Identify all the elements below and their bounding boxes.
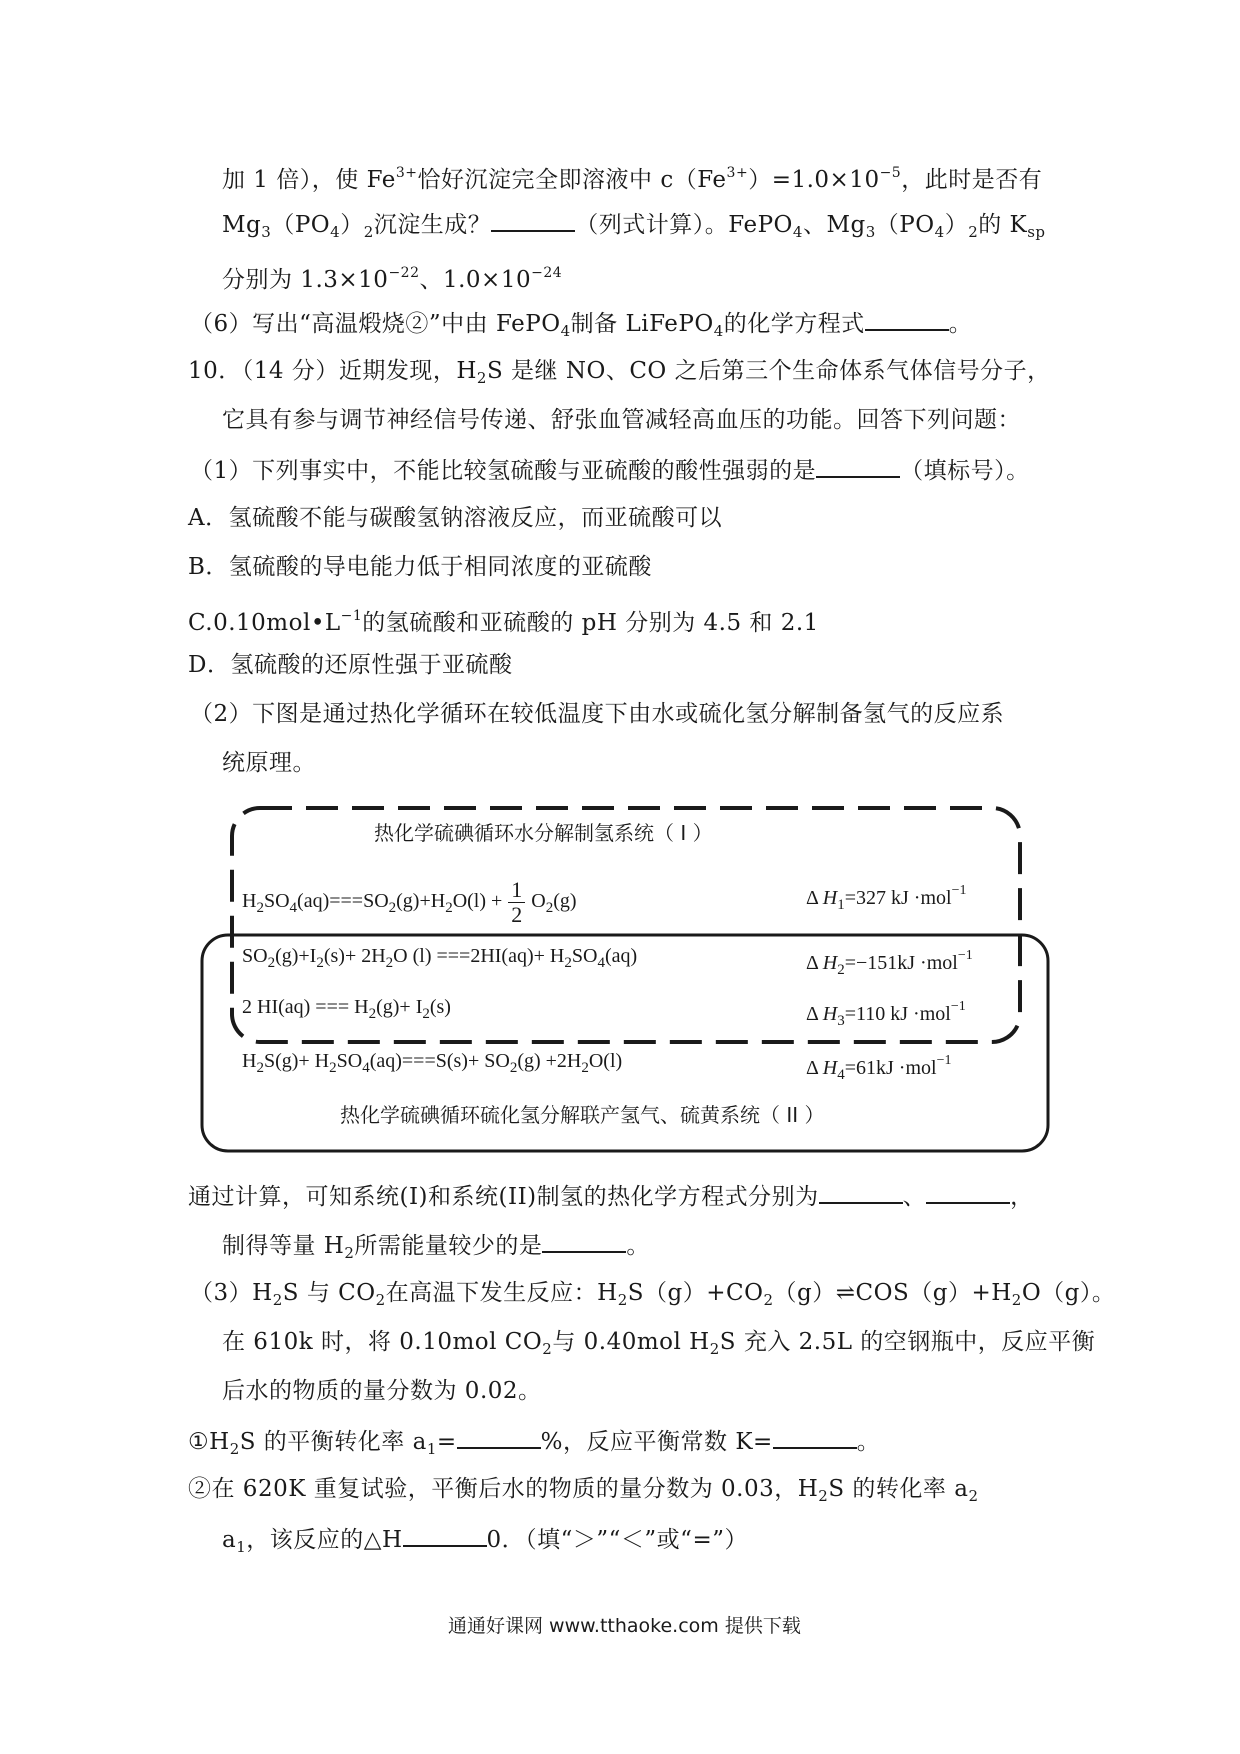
fraction-one-half: $\frac{1}{2}$ [508,878,525,927]
q10-part-1: （1）下列事实中，不能比较氢硫酸与亚硫酸的酸性强弱的是 （填标号）。 [190,454,1030,486]
q9-part-6: （6）写出“高温煅烧②”中由 FePO$_4$制备 LiFePO$_4$的化学方程式 。 [190,307,972,346]
option-a: A．氢硫酸不能与碳酸氢钠溶液反应，而亚硫酸可以 [188,505,723,531]
enthalpy-2: Δ $H_2=-151kJ \cdot mol^{-1}$ [806,948,973,978]
q10-part-3-line-3: 后水的物质的量分数为 0.02。 [222,1378,542,1404]
q9-line-2: $Mg_3(PO_4)_2$沉淀生成？ （列式计算）。FePO$_4$、$Mg_3(PO_4)_2$的 $K_{sp}$ [222,208,1046,247]
answer-blank[interactable] [773,1425,857,1449]
answer-blank[interactable] [542,1229,626,1253]
option-c: $C.0.10mol•L^{-1}$的氢硫酸和亚硫酸的 pH 分别为 4.5 和 2.1 [188,608,819,636]
answer-blank[interactable] [819,1180,903,1204]
q10-part-2: （2）下图是通过热化学循环在较低温度下由水或硫化氢分解制备氢气的反应系 [190,701,1005,727]
q10-heading-2: 它具有参与调节神经信号传递、舒张血管减轻高血压的功能。回答下列问题： [222,407,1021,433]
reaction-2: $SO_2(g)+I_2(s)+ 2H_2O$ $(l) ===2HI(aq)+ H_2SO_4(aq)$ [242,945,638,971]
answer-blank[interactable] [491,208,575,232]
answer-blank[interactable] [816,454,900,478]
enthalpy-1: Δ $H_1=327$ kJ ·mol$^{-1}$ [806,883,967,913]
answer-blank[interactable] [403,1523,487,1547]
option-d: D．氢硫酸的还原性强于亚硫酸 [188,652,513,678]
enthalpy-3: Δ $H_3=110$ kJ ·mol$^{-1}$ [806,999,966,1029]
diagram-title-system-1: 热化学硫碘循环水分解制氢系统（ I ） [374,821,713,845]
page-footer: 通通好课网 www.tthaoke.com 提供下载 [448,1615,801,1637]
q10-sub-2: ②在 620K 重复试验，平衡后水的物质的量分数为 0.03，$H_2S$ 的转化率 $a_2$ [188,1476,979,1505]
reaction-4: $H_2S(g)+ H_2SO_4(aq)===S(s)+ SO_2(g) +2H_2O(l)$ [242,1050,623,1076]
q9-line-3: 分别为 $1.3\times 10^{-22}$、$1.0\times 10^{-24}$ [222,265,563,293]
q10-calc-2: 制得等量 $H_2$所需能量较少的是 。 [222,1229,650,1268]
q10-sub-1: $①H_2S$ 的平衡转化率 $a_1=$ %，反应平衡常数 K= 。 [188,1425,880,1464]
option-b: B．氢硫酸的导电能力低于相同浓度的亚硫酸 [188,554,652,580]
q9-line-1: 加 1 倍），使 $Fe^{3+}$恰好沉淀完全即溶液中 $c(Fe^{3+})=1.0\times 10^{-5}$，此时是否有 [222,165,1043,193]
enthalpy-4: Δ $H_4=61kJ \cdot mol^{-1}$ [806,1053,952,1083]
diagram-title-system-2: 热化学硫碘循环硫化氢分解联产氢气、硫黄系统（ II ） [340,1103,825,1127]
reaction-1: $H_2SO_4(aq)===SO_2(g)+H_2O(l)$ + $\frac{1}{2}$ $O_2(g)$ [242,877,577,927]
q10-sub-2-line-2: $a_1$，该反应的△H 0．（填“＞”“＜”或“=”） [222,1523,748,1562]
q10-part-3: $(3)H_2S$ 与 $CO_2$在高温下发生反应：$H_2S(g)+CO_2(g)\rightleftharpoons COS(g)+H_2O(g)$。 [190,1280,1116,1309]
reaction-3: 2 HI(aq) === $H_2(g)+ I_2(s)$ [242,996,451,1022]
q10-calc: 通过计算，可知系统(I)和系统(II)制氢的热化学方程式分别为 、 ， [188,1180,1034,1212]
q10-part-3-line-2: 在 610k 时，将 0.10mol $CO_2$与 0.40mol $H_2S$ 充入 2.5L 的空钢瓶中，反应平衡 [222,1329,1096,1358]
q10-part-2-cont: 统原理。 [222,750,316,776]
answer-blank[interactable] [865,307,949,331]
answer-blank[interactable] [457,1425,541,1449]
answer-blank[interactable] [926,1180,1010,1204]
q10-heading: 10．（14 分）近期发现，$H_2S$ 是继 NO、CO 之后第三个生命体系气体信号分子， [188,358,1051,387]
